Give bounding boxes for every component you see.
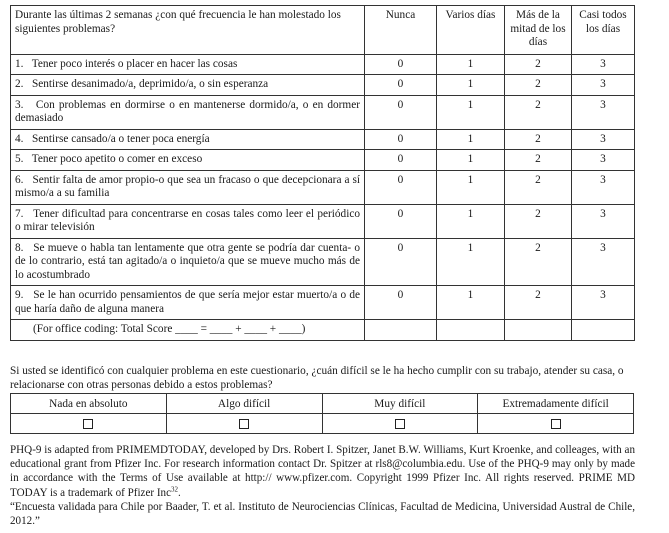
item-value-0[interactable]: 0 (365, 170, 437, 204)
item-value-2[interactable]: 2 (505, 238, 572, 286)
item-value-1[interactable]: 1 (437, 204, 505, 238)
item-value-2[interactable]: 2 (505, 286, 572, 320)
item-value-1[interactable]: 1 (437, 95, 505, 129)
item-value-2[interactable]: 2 (505, 75, 572, 96)
item-value-1[interactable]: 1 (437, 170, 505, 204)
item-value-3[interactable]: 3 (572, 75, 635, 96)
header-question: Durante las últimas 2 semanas ¿con qué frecuencia le han molestado los siguientes problemas? (11, 6, 365, 55)
item-value-2[interactable]: 2 (505, 204, 572, 238)
difficulty-option-label: Muy difícil (322, 394, 478, 414)
item-value-3[interactable]: 3 (572, 95, 635, 129)
header-row (11, 6, 635, 55)
difficulty-checkbox-row (11, 414, 634, 434)
difficulty-checkbox-cell (478, 414, 634, 434)
item-value-1[interactable]: 1 (437, 54, 505, 75)
difficulty-checkbox-cell (322, 414, 478, 434)
item-row (11, 238, 635, 286)
item-row (11, 286, 635, 320)
item-value-0[interactable]: 0 (365, 129, 437, 150)
difficulty-table (10, 393, 634, 434)
item-value-2[interactable]: 2 (505, 95, 572, 129)
item-value-2[interactable]: 2 (505, 170, 572, 204)
scoring-empty-cell (572, 320, 635, 341)
item-row (11, 129, 635, 150)
item-value-2[interactable]: 2 (505, 129, 572, 150)
item-text: 5. Tener poco apetito o comer en exceso (11, 150, 365, 171)
item-text: 9. Se le han ocurrido pensamientos de que sería mejor estar muerto/a o de que haría daño de alguna manera (11, 286, 365, 320)
item-value-1[interactable]: 1 (437, 75, 505, 96)
item-value-1[interactable]: 1 (437, 129, 505, 150)
item-value-3[interactable]: 3 (572, 129, 635, 150)
header-nearly-every-day: Casi todos los días (572, 6, 635, 55)
item-value-1[interactable]: 1 (437, 238, 505, 286)
item-row (11, 95, 635, 129)
scoring-text: (For office coding: Total Score ____ = ____ + ____ + ____) (11, 320, 365, 341)
checkbox-not-at-all[interactable] (83, 419, 93, 429)
checkbox-very-difficult[interactable] (395, 419, 405, 429)
item-value-2[interactable]: 2 (505, 54, 572, 75)
checkbox-extremely-difficult[interactable] (551, 419, 561, 429)
item-value-3[interactable]: 3 (572, 54, 635, 75)
scoring-row (11, 320, 635, 341)
scoring-empty-cell (505, 320, 572, 341)
copyright-note: PHQ-9 is adapted from PRIMEMDTODAY, developed by Drs. Robert I. Spitzer, Janet B.W. Williams, Kurt Kroenke, and colleages, with an educational grant from Pfizer Inc. For research information contact Dr. Spitzer at rls8@columbia.edu. Use of the PHQ-9 may only by made in accordance with the Terms of Use available at http:// www.pfizer.com. Copyright 1999 Pfizer Inc. All rights reserved. PRIME MD TODAY is a trademark of Pfizer Inc$^{32}$. (10, 444, 635, 499)
item-value-3[interactable]: 3 (572, 204, 635, 238)
item-value-1[interactable]: 1 (437, 150, 505, 171)
difficulty-question: Si usted se identificó con cualquier problema en este cuestionario, ¿cuán difícil se le ha hecho cumplir con su trabajo, atender su casa, o relacionarse con otras personas debido a estos problemas? (10, 365, 624, 392)
item-row (11, 170, 635, 204)
difficulty-labels-row (11, 394, 634, 414)
header-never: Nunca (365, 6, 437, 55)
item-value-0[interactable]: 0 (365, 150, 437, 171)
item-text: 1. Tener poco interés o placer en hacer las cosas (11, 54, 365, 75)
phq9-table (10, 5, 635, 341)
item-value-0[interactable]: 0 (365, 238, 437, 286)
header-more-than-half: Más de la mitad de los días (505, 6, 572, 55)
item-text: 6. Sentir falta de amor propio-o que sea un fracaso o que decepcionara a sí mismo/a a su familia (11, 170, 365, 204)
checkbox-somewhat-difficult[interactable] (239, 419, 249, 429)
item-row (11, 150, 635, 171)
item-value-3[interactable]: 3 (572, 170, 635, 204)
scoring-empty-cell (365, 320, 437, 341)
item-text: 4. Sentirse cansado/a o tener poca energía (11, 129, 365, 150)
item-value-0[interactable]: 0 (365, 204, 437, 238)
item-row (11, 204, 635, 238)
item-text: 2. Sentirse desanimado/a, deprimido/a, o sin esperanza (11, 75, 365, 96)
difficulty-checkbox-cell (11, 414, 167, 434)
item-row (11, 54, 635, 75)
header-several-days: Varios días (437, 6, 505, 55)
item-value-3[interactable]: 3 (572, 238, 635, 286)
item-value-0[interactable]: 0 (365, 95, 437, 129)
validation-note: “Encuesta validada para Chile por Baader, T. et al. Instituto de Neurociencias Clínicas, Facultad de Medicina, Universidad Austral de Chile, 2012.” (10, 500, 635, 528)
item-value-2[interactable]: 2 (505, 150, 572, 171)
item-text: 7. Tener dificultad para concentrarse en cosas tales como leer el periódico o mirar televisión (11, 204, 365, 238)
difficulty-checkbox-cell (166, 414, 322, 434)
item-value-1[interactable]: 1 (437, 286, 505, 320)
item-text: 3. Con problemas en dormirse o en mantenerse dormido/a, o en dormer demasiado (11, 95, 365, 129)
scoring-empty-cell (437, 320, 505, 341)
item-value-3[interactable]: 3 (572, 286, 635, 320)
item-row (11, 75, 635, 96)
item-value-3[interactable]: 3 (572, 150, 635, 171)
item-value-0[interactable]: 0 (365, 75, 437, 96)
item-value-0[interactable]: 0 (365, 54, 437, 75)
item-value-0[interactable]: 0 (365, 286, 437, 320)
difficulty-option-label: Nada en absoluto (11, 394, 167, 414)
item-text: 8. Se mueve o habla tan lentamente que otra gente se podría dar cuenta- o de lo contrario, está tan agitado/a o inquieto/a que se mueve mucho más de lo acostumbrado (11, 238, 365, 286)
difficulty-option-label: Algo difícil (166, 394, 322, 414)
difficulty-option-label: Extremadamente difícil (478, 394, 634, 414)
credits-block (10, 443, 635, 528)
